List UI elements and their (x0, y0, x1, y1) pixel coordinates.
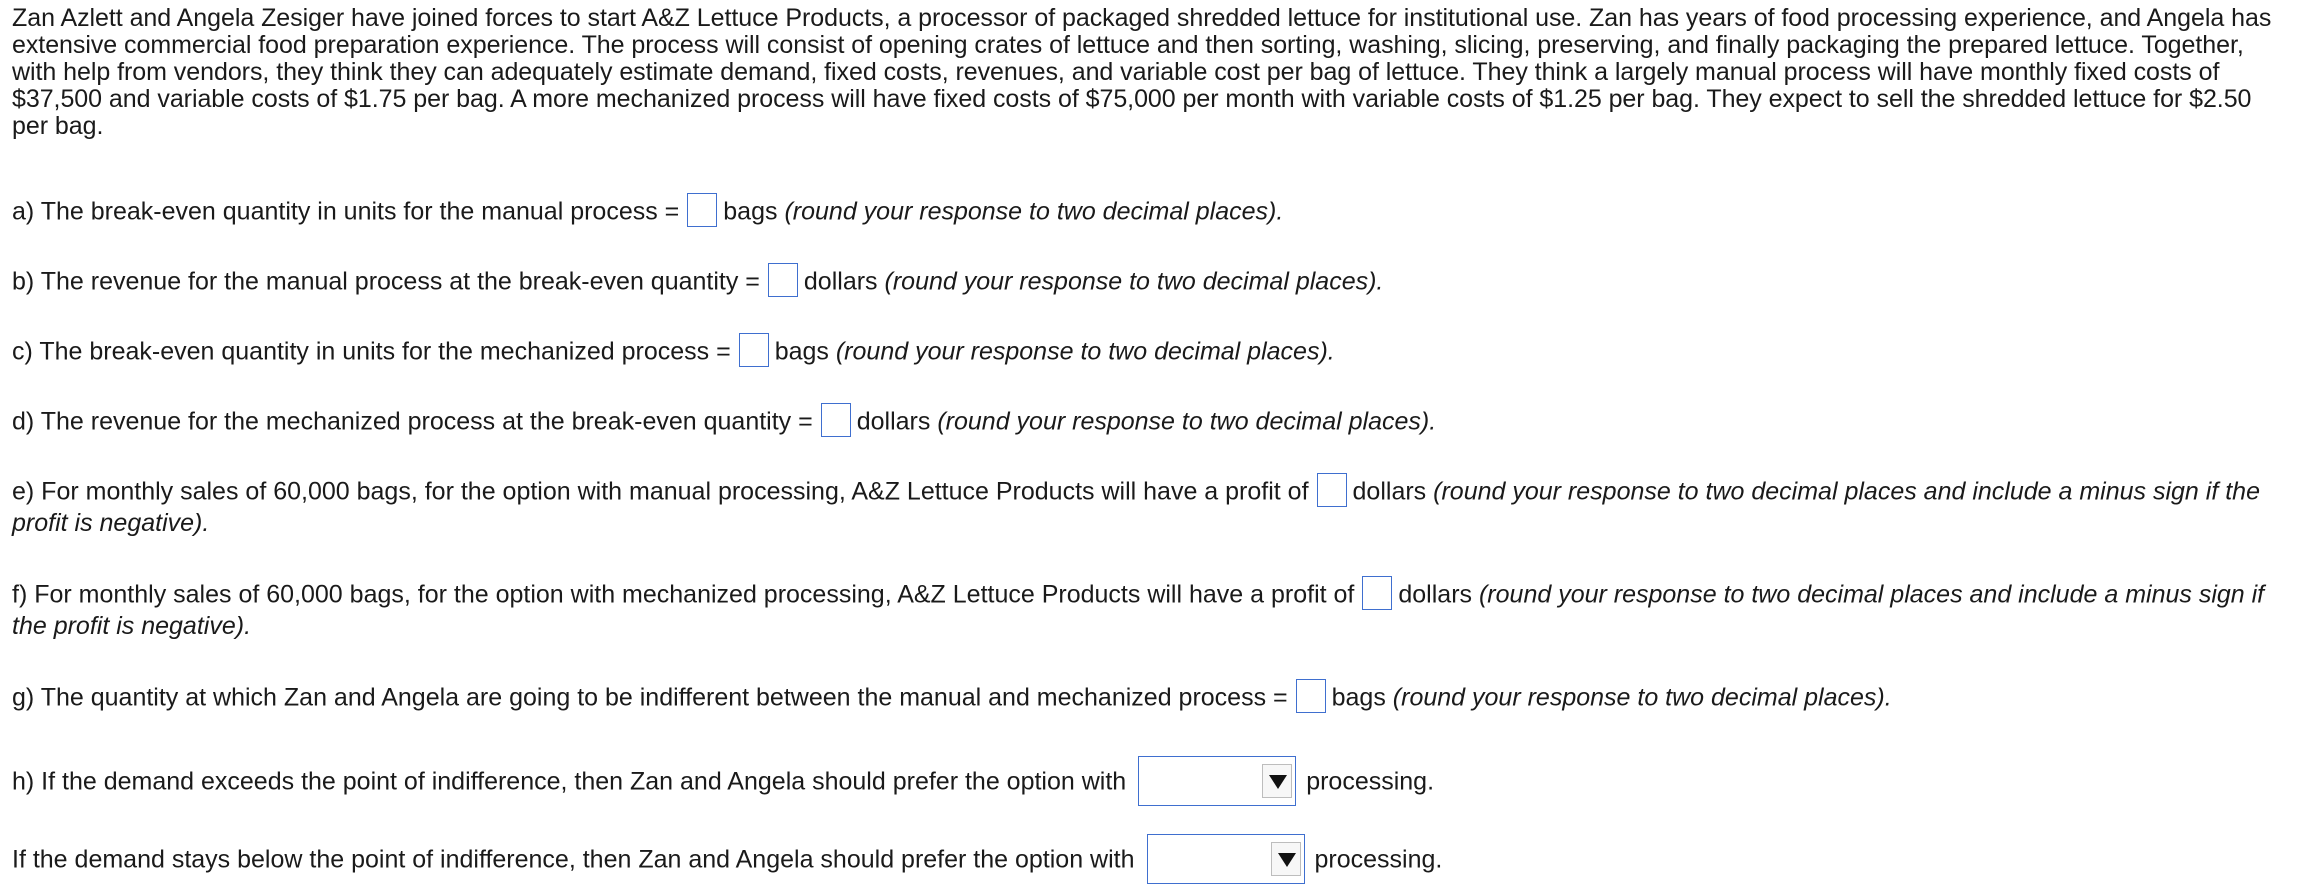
question-d-prompt: d) The revenue for the mechanized process at the break-even quantity = (12, 407, 813, 436)
question-h (12, 758, 1434, 808)
question-a-note: (round your response to two decimal places). (784, 197, 1284, 226)
dropdown-arrow-icon[interactable] (1271, 842, 1301, 876)
answer-b-input[interactable] (768, 263, 798, 297)
question-c-prompt: c) The break-even quantity in units for the mechanized process = (12, 337, 731, 366)
question-d-note: (round your response to two decimal places). (937, 407, 1437, 436)
problem-statement: Zan Azlett and Angela Zesiger have joined forces to start A&Z Lettuce Products, a processor of packaged shredded lettuce for institutional use. Zan has years of food processing experience, and Angela has extensive commercial food preparation experience. The process will consist of opening crates of lettuce and then sorting, washing, slicing, preserving, and finally packaging the prepared lettuce. Together, with help from vendors, they think they can adequately estimate demand, fixed costs, revenues, and variable cost per bag of lettuce. They think a largely manual process will have monthly fixed costs of $37,500 and variable costs of $1.75 per bag. A more mechanized process will have fixed costs of $75,000 per month with variable costs of $1.25 per bag. They expect to sell the shredded lettuce for $2.50 per bag. (12, 4, 2272, 140)
question-h2-prompt: If the demand stays below the point of indifference, then Zan and Angela should prefer the option with (12, 845, 1135, 874)
question-d-unit: dollars (856, 407, 931, 436)
answer-f-input[interactable] (1362, 576, 1392, 610)
question-f (12, 579, 2288, 640)
question-g (12, 682, 1892, 716)
answer-h-select[interactable] (1138, 756, 1296, 806)
question-e-prompt: e) For monthly sales of 60,000 bags, for the option with manual processing, A&Z Lettuce Products will have a profit of (12, 477, 1309, 506)
dropdown-arrow-icon[interactable] (1262, 764, 1292, 798)
question-e (12, 476, 2288, 537)
question-c (12, 336, 1335, 370)
question-f-note: (round your response to two decimal places and include a minus sign if the profit is negative). (12, 580, 2265, 640)
question-a-prompt: a) The break-even quantity in units for the manual process = (12, 197, 680, 226)
question-c-unit: bags (774, 337, 829, 366)
question-e-unit: dollars (1352, 477, 1427, 506)
question-g-unit: bags (1331, 683, 1386, 712)
question-a (12, 196, 1283, 230)
question-a-unit: bags (723, 197, 778, 226)
answer-e-input[interactable] (1317, 473, 1347, 507)
question-g-note: (round your response to two decimal places). (1392, 683, 1892, 712)
answer-g-input[interactable] (1296, 679, 1326, 713)
question-b-note: (round your response to two decimal places). (884, 267, 1384, 296)
question-b-unit: dollars (803, 267, 878, 296)
question-f-unit: dollars (1398, 580, 1473, 609)
question-h2 (12, 836, 1442, 886)
question-c-note: (round your response to two decimal places). (835, 337, 1335, 366)
answer-h2-select[interactable] (1147, 834, 1305, 884)
answer-d-input[interactable] (821, 403, 851, 437)
question-g-prompt: g) The quantity at which Zan and Angela are going to be indifferent between the manual and mechanized process = (12, 683, 1288, 712)
question-b (12, 266, 1383, 300)
question-h-suffix: processing. (1306, 767, 1435, 796)
question-h2-suffix: processing. (1314, 845, 1443, 874)
answer-a-input[interactable] (687, 193, 717, 227)
answer-c-input[interactable] (739, 333, 769, 367)
question-d (12, 406, 1436, 440)
question-b-prompt: b) The revenue for the manual process at the break-even quantity = (12, 267, 760, 296)
question-e-note: (round your response to two decimal places and include a minus sign if the profit is negative). (12, 477, 2260, 537)
question-f-prompt: f) For monthly sales of 60,000 bags, for the option with mechanized processing, A&Z Lettuce Products will have a profit of (12, 580, 1355, 609)
question-h-prompt: h) If the demand exceeds the point of indifference, then Zan and Angela should prefer the option with (12, 767, 1127, 796)
